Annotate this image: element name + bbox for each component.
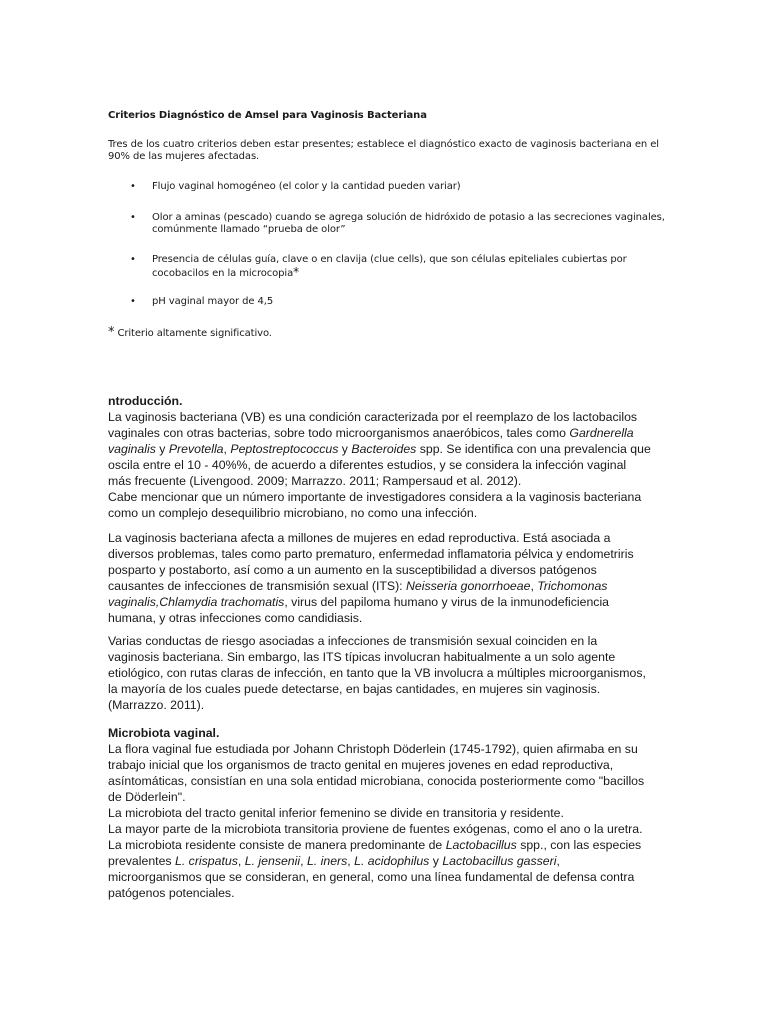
- asterisk-mark: *: [108, 325, 115, 340]
- footnote-text: Criterio altamente significativo.: [114, 328, 272, 339]
- paragraph-line: La microbiota del tracto genital inferior femenino se divide en transitoria y residente.: [108, 806, 564, 820]
- paragraph-line: microorganismos que se consideran, en general, como una línea fundamental de defensa contra: [108, 870, 635, 884]
- intro-section: [108, 393, 664, 521]
- criterion-line: [152, 266, 652, 280]
- paragraph-line: vaginales con otras bacterias, sobre todo microorganismos anaeróbicos, tales como Gardnerella: [108, 426, 634, 440]
- paragraph-line: La vaginosis bacteriana (VB) es una condición caracterizada por el reemplazo de los lactobacilos: [108, 410, 638, 424]
- amsel-intro-line: Tres de los cuatro criterios deben estar presentes; establece el diagnóstico exacto de vaginosis bacteriana en el: [108, 139, 659, 150]
- paragraph: [108, 530, 664, 626]
- paragraph-line: oscila entre el 10 - 40%%, de acuerdo a diferentes estudios, y se considera la infección vaginal: [108, 458, 627, 472]
- paragraph-line: patógenos potenciales.: [108, 886, 235, 900]
- paragraph-line: como un complejo desequilibrio microbiano, no como una infección.: [108, 506, 478, 520]
- criterion-line: comúnmente llamado “prueba de olor”: [152, 224, 346, 235]
- paragraph-line: Cabe mencionar que un número importante de investigadores considera a la vaginosis bacteriana: [108, 490, 642, 504]
- criterion-text: pH vaginal mayor de 4,5: [152, 296, 274, 307]
- paragraph-line: la mayoría de los cuales puede detectarse, en bajas cantidades, en mujeres sin vaginosis.: [108, 682, 601, 696]
- paragraph-line: La mayor parte de la microbiota transitoria proviene de fuentes exógenas, como el ano o la uretra.: [108, 822, 643, 836]
- section-heading: ntroducción.: [108, 394, 183, 408]
- paragraph-line: de Döderlein".: [108, 790, 186, 804]
- section-heading: Microbiota vaginal.: [108, 726, 220, 740]
- microbiota-section: [108, 725, 664, 901]
- amsel-intro: [108, 139, 668, 163]
- paragraph-line: prevalentes L. crispatus, L. jensenii, L. iners, L. acidophilus y Lactobacillus gasseri,: [108, 854, 560, 868]
- bullet-icon: •: [130, 254, 136, 265]
- criterion-text: Flujo vaginal homogéneo (el color y la cantidad pueden variar): [152, 181, 461, 192]
- footnote: [108, 327, 272, 340]
- criterion-line-text: cocobacilos en la microcopia: [152, 268, 294, 279]
- paragraph-line: vaginalis y Prevotella, Peptostreptococcus y Bacteroides spp. Se identifica con una prevalencia que: [108, 442, 651, 456]
- bullet-icon: •: [130, 212, 136, 223]
- criterion-line: Presencia de células guía, clave o en clavija (clue cells), que son células epiteliales cubiertas por: [152, 254, 627, 265]
- criterion-line: Olor a aminas (pescado) cuando se agrega solución de hidróxido de potasio a las secreciones vaginales,: [152, 212, 665, 223]
- paragraph-line: trabajo inicial que los organismos de tracto genital en mujeres jovenes en edad reproductiva,: [108, 758, 614, 772]
- amsel-title: Criterios Diagnóstico de Amsel para Vaginosis Bacteriana: [108, 110, 427, 121]
- paragraph-line: humana, y otras infecciones como candidiasis.: [108, 611, 363, 625]
- paragraph-line: La microbiota residente consiste de manera predominante de Lactobacillus spp., con las especies: [108, 838, 642, 852]
- paragraph-line: asíntomáticas, consistían en una sola entidad microbiana, conocida posteriormente como "bacillos: [108, 774, 645, 788]
- paragraph-line: (Marrazzo. 2011).: [108, 698, 205, 712]
- bullet-icon: •: [130, 296, 136, 307]
- paragraph-line: La flora vaginal fue estudiada por Johann Christoph Döderlein (1745-1792), quien afirmaba en su: [108, 742, 638, 756]
- paragraph-line: diversos problemas, tales como parto prematuro, enfermedad inflamatoria pélvica y endometriris: [108, 547, 634, 561]
- paragraph-line: etiológico, con rutas claras de infección, en tanto que la VB involucra a múltiples microorganismos,: [108, 666, 646, 680]
- paragraph-line: causantes de infecciones de transmisión sexual (ITS): Neisseria gonorrhoeae, Trichomonas: [108, 579, 608, 593]
- paragraph-line: Varias conductas de riesgo asociadas a infecciones de transmisión sexual coinciden en la: [108, 634, 598, 648]
- paragraph-line: vaginalis,Chlamydia trachomatis, virus del papiloma humano y virus de la inmunodeficiencia: [108, 595, 610, 609]
- paragraph: [108, 633, 664, 713]
- paragraph-line: más frecuente (Livengood. 2009; Marrazzo. 2011; Rampersaud et al. 2012).: [108, 474, 522, 488]
- criterion-text: [152, 254, 652, 280]
- paragraph-line: La vaginosis bacteriana afecta a millones de mujeres en edad reproductiva. Está asociada a: [108, 531, 611, 545]
- asterisk-mark: *: [293, 265, 300, 279]
- bullet-icon: •: [130, 181, 136, 192]
- criterion-text: [152, 212, 665, 236]
- paragraph-line: vaginosis bacteriana. Sin embargo, las ITS típicas involucran habitualmente a un solo agente: [108, 650, 616, 664]
- paragraph-line: posparto y postaborto, así como a un aumento en la susceptibilidad a diversos patógenos: [108, 563, 597, 577]
- amsel-intro-line: 90% de las mujeres afectadas.: [108, 151, 260, 162]
